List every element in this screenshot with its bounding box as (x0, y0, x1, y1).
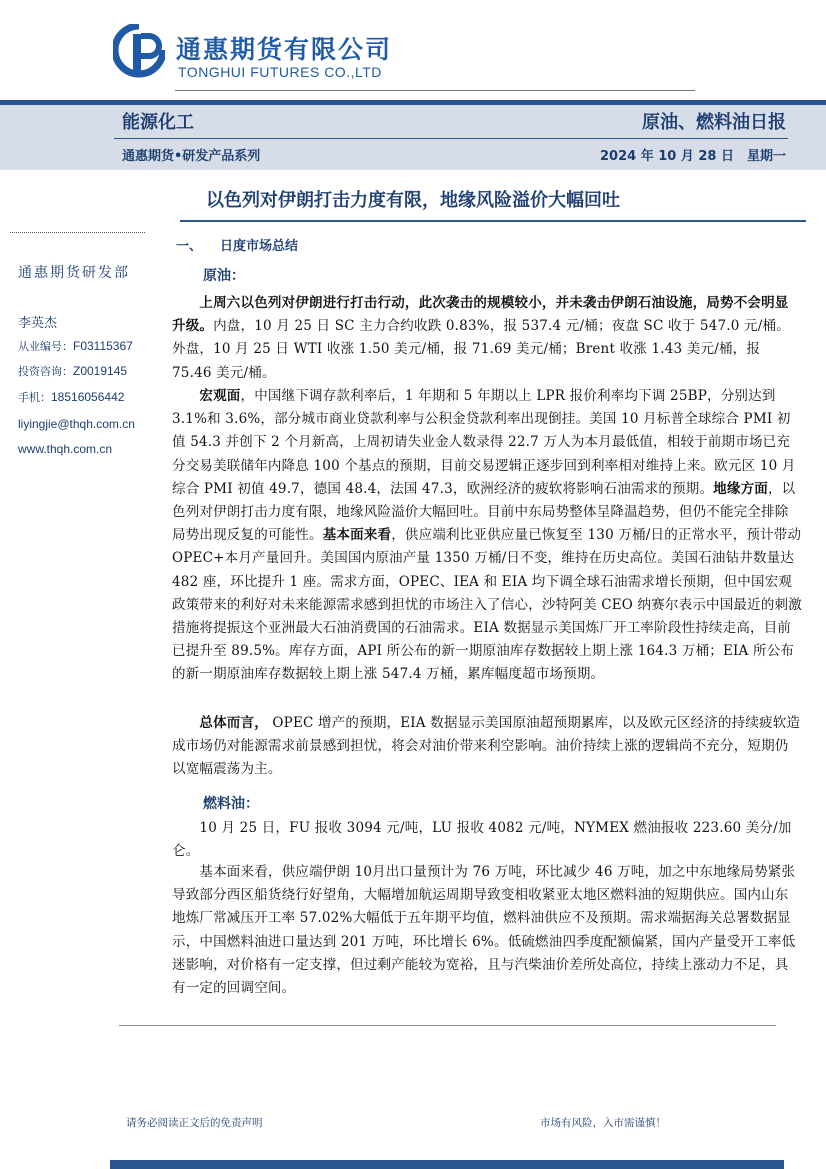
summary-text: OPEC 增产的预期，EIA 数据显示美国原油超预期累库，以及欧元区经济的持续疲软造成市场仍对能源需求前景感到担忧，将会对油价带来利空影响。油价持续上涨的逻辑尚不充分，短期仍以宽幅震荡为主。 (172, 715, 801, 778)
cert-label: 投资咨询： (18, 365, 73, 378)
geo-label: 地缘方面 (713, 480, 768, 497)
report-title: 以色列对伊朗打击力度有限，地缘风险溢价大幅回吐 (206, 190, 620, 211)
fundamental-label: 基本面来看 (322, 527, 392, 544)
fuel-subheading: 燃料油： (203, 796, 259, 812)
footer-bar (110, 1160, 784, 1169)
footer-disclaimer: 请务必阅读正文后的免责声明 (126, 1117, 263, 1129)
section-title: 日度市场总结 (220, 239, 299, 254)
fuel-p1-text: 10 月 25 日，FU 报收 3094 元/吨，LU 报收 4082 元/吨，NYMEX 燃油报收 223.60 美分/加仑。 (172, 820, 792, 860)
phone-value: 18516056442 (51, 390, 125, 404)
crude-paragraph-1 (172, 292, 802, 385)
fundamental-text: ，供应端利比亚供应量已恢复至 130 万桶/日的正常水平，预计带动 OPEC+本月产量回升。美国国内原油产量 1350 万桶/日不变，维持在历史高位。美国石油钻井数量达 482 座，环比提升 1 座。需求方面，OPEC、IEA 和 EIA 均下调全球石油需求增长预期，但中国宏观政策带来的利好对未来能源需求感到担忧的市场注入了信心，沙特阿美 CEO 纳赛尔表示中国最近的刺激措施将提振这个亚洲最大石油消费国的石油需求。EIA 数据显示美国炼厂开工率阶段性持续走高，目前已提升至 89.5%。库存方面，API 所公布的新一期原油库存数据较上期上涨 164.3 万桶；EIA 所公布的新一期原油库存数据较上期上涨 547.4 万桶，累库幅度超市场预期。 (172, 527, 802, 683)
section-heading (176, 235, 298, 254)
macro-text: ，中国继下调存款利率后，1 年期和 5 年期以上 LPR 报价利率均下调 25BP，分别达到 3.1%和 3.6%，部分城市商业贷款利率与公积金贷款利率出现倒挂。美国 10 月标普全球综合 PMI 初值 54.3 并创下 2 个月新高，上周初请失业金人数录得 22.7 万人为本月最低值，相较于前期市场已充分交易美联储年内降息 100 个基点的预期，目前交易逻辑正逐步回到利率相对维持上来。欧元区 10 月综合 PMI 初值 49.7，德国 48.4，法国 47.3，欧洲经济的疲软将影响石油需求的预期。 (172, 388, 796, 497)
product-series: 通惠期货•研发产品系列 (122, 149, 261, 164)
footer-risk-note: 市场有风险，入市需谨慎！ (540, 1117, 666, 1129)
sidebar-divider (10, 232, 145, 233)
license-label: 从业编号： (18, 340, 73, 353)
cert-value: Z0019145 (73, 364, 128, 378)
report-date: 2024 年 10 月 28 日 星期一 (600, 149, 786, 164)
header-band-stripe (0, 100, 826, 105)
consult-cert (18, 363, 127, 379)
header-divider (175, 90, 695, 91)
website-link[interactable]: www.thqh.com.cn (18, 442, 113, 456)
phone-label: 手机： (18, 391, 51, 404)
fuel-paragraph-2 (172, 861, 802, 1000)
footer-divider (119, 1025, 776, 1026)
crude-subheading: 原油： (203, 268, 245, 284)
tonghui-logo-icon (113, 24, 165, 78)
crude-p1-bold: 上周六以色列对伊朗进行打击行动，此次袭击的规模较小，并未袭击伊朗石油设施，局势不会明显升级。 (172, 295, 789, 335)
title-underline (180, 220, 806, 222)
fuel-p2-text: 基本面来看，供应端伊朗 10月出口量预计为 76 万吨，环比减少 46 万吨，加之中东地缘局势紧张导致部分西区船货绕行好望角，大幅增加航运周期导致变相收紧亚太地区燃料油的短期供应。国内山东地炼厂常减压开工率 57.02%大幅低于五年期平均值，燃料油供应不及预期。需求端据海关总署数据显示，中国燃料油进口量达到 201 万吨，环比增长 6%。低硫燃油四季度配额偏紧，国内产量受开工率低迷影响，对价格有一定支撑，但过剩产能较为宽裕，且与汽柴油价差所处高位，持续上涨动力不足，具有一定的回调空间。 (172, 864, 796, 997)
phone (18, 389, 124, 405)
band-divider (114, 138, 788, 139)
crude-paragraph-2 (172, 385, 802, 687)
company-name-cn: 通惠期货有限公司 (176, 35, 393, 64)
email-link[interactable]: liyingjie@thqh.com.cn (18, 417, 135, 431)
geo-text: ，以色列对伊朗打击力度有限，地缘风险溢价大幅回吐。目前中东局势整体呈降温趋势，但仍不能完全排除局势出现反复的可能性。 (172, 480, 796, 544)
analyst-name: 李英杰 (18, 316, 58, 331)
macro-label: 宏观面 (199, 388, 241, 404)
license-value: F03115367 (73, 339, 133, 353)
crude-paragraph-3 (172, 712, 802, 782)
section-number: 一、 (176, 239, 203, 254)
crude-p1-text: 内盘，10 月 25 日 SC 主力合约收跌 0.83%，报 537.4 元/桶；夜盘 SC 收于 547.0 元/桶。外盘，10 月 25 日 WTI 收涨 1.50 美元/桶，报 71.69 美元/桶；Brent 收涨 1.43 美元/桶，报 75.46 美元/桶。 (172, 318, 790, 381)
company-name-en: TONGHUI FUTURES CO.,LTD (178, 64, 382, 80)
summary-label: 总体而言， (199, 715, 268, 731)
research-dept: 通惠期货研发部 (18, 265, 130, 281)
sector-label: 能源化工 (122, 112, 194, 133)
license-number (18, 338, 133, 354)
fuel-paragraph-1 (172, 817, 802, 863)
report-type: 原油、燃料油日报 (642, 112, 786, 133)
